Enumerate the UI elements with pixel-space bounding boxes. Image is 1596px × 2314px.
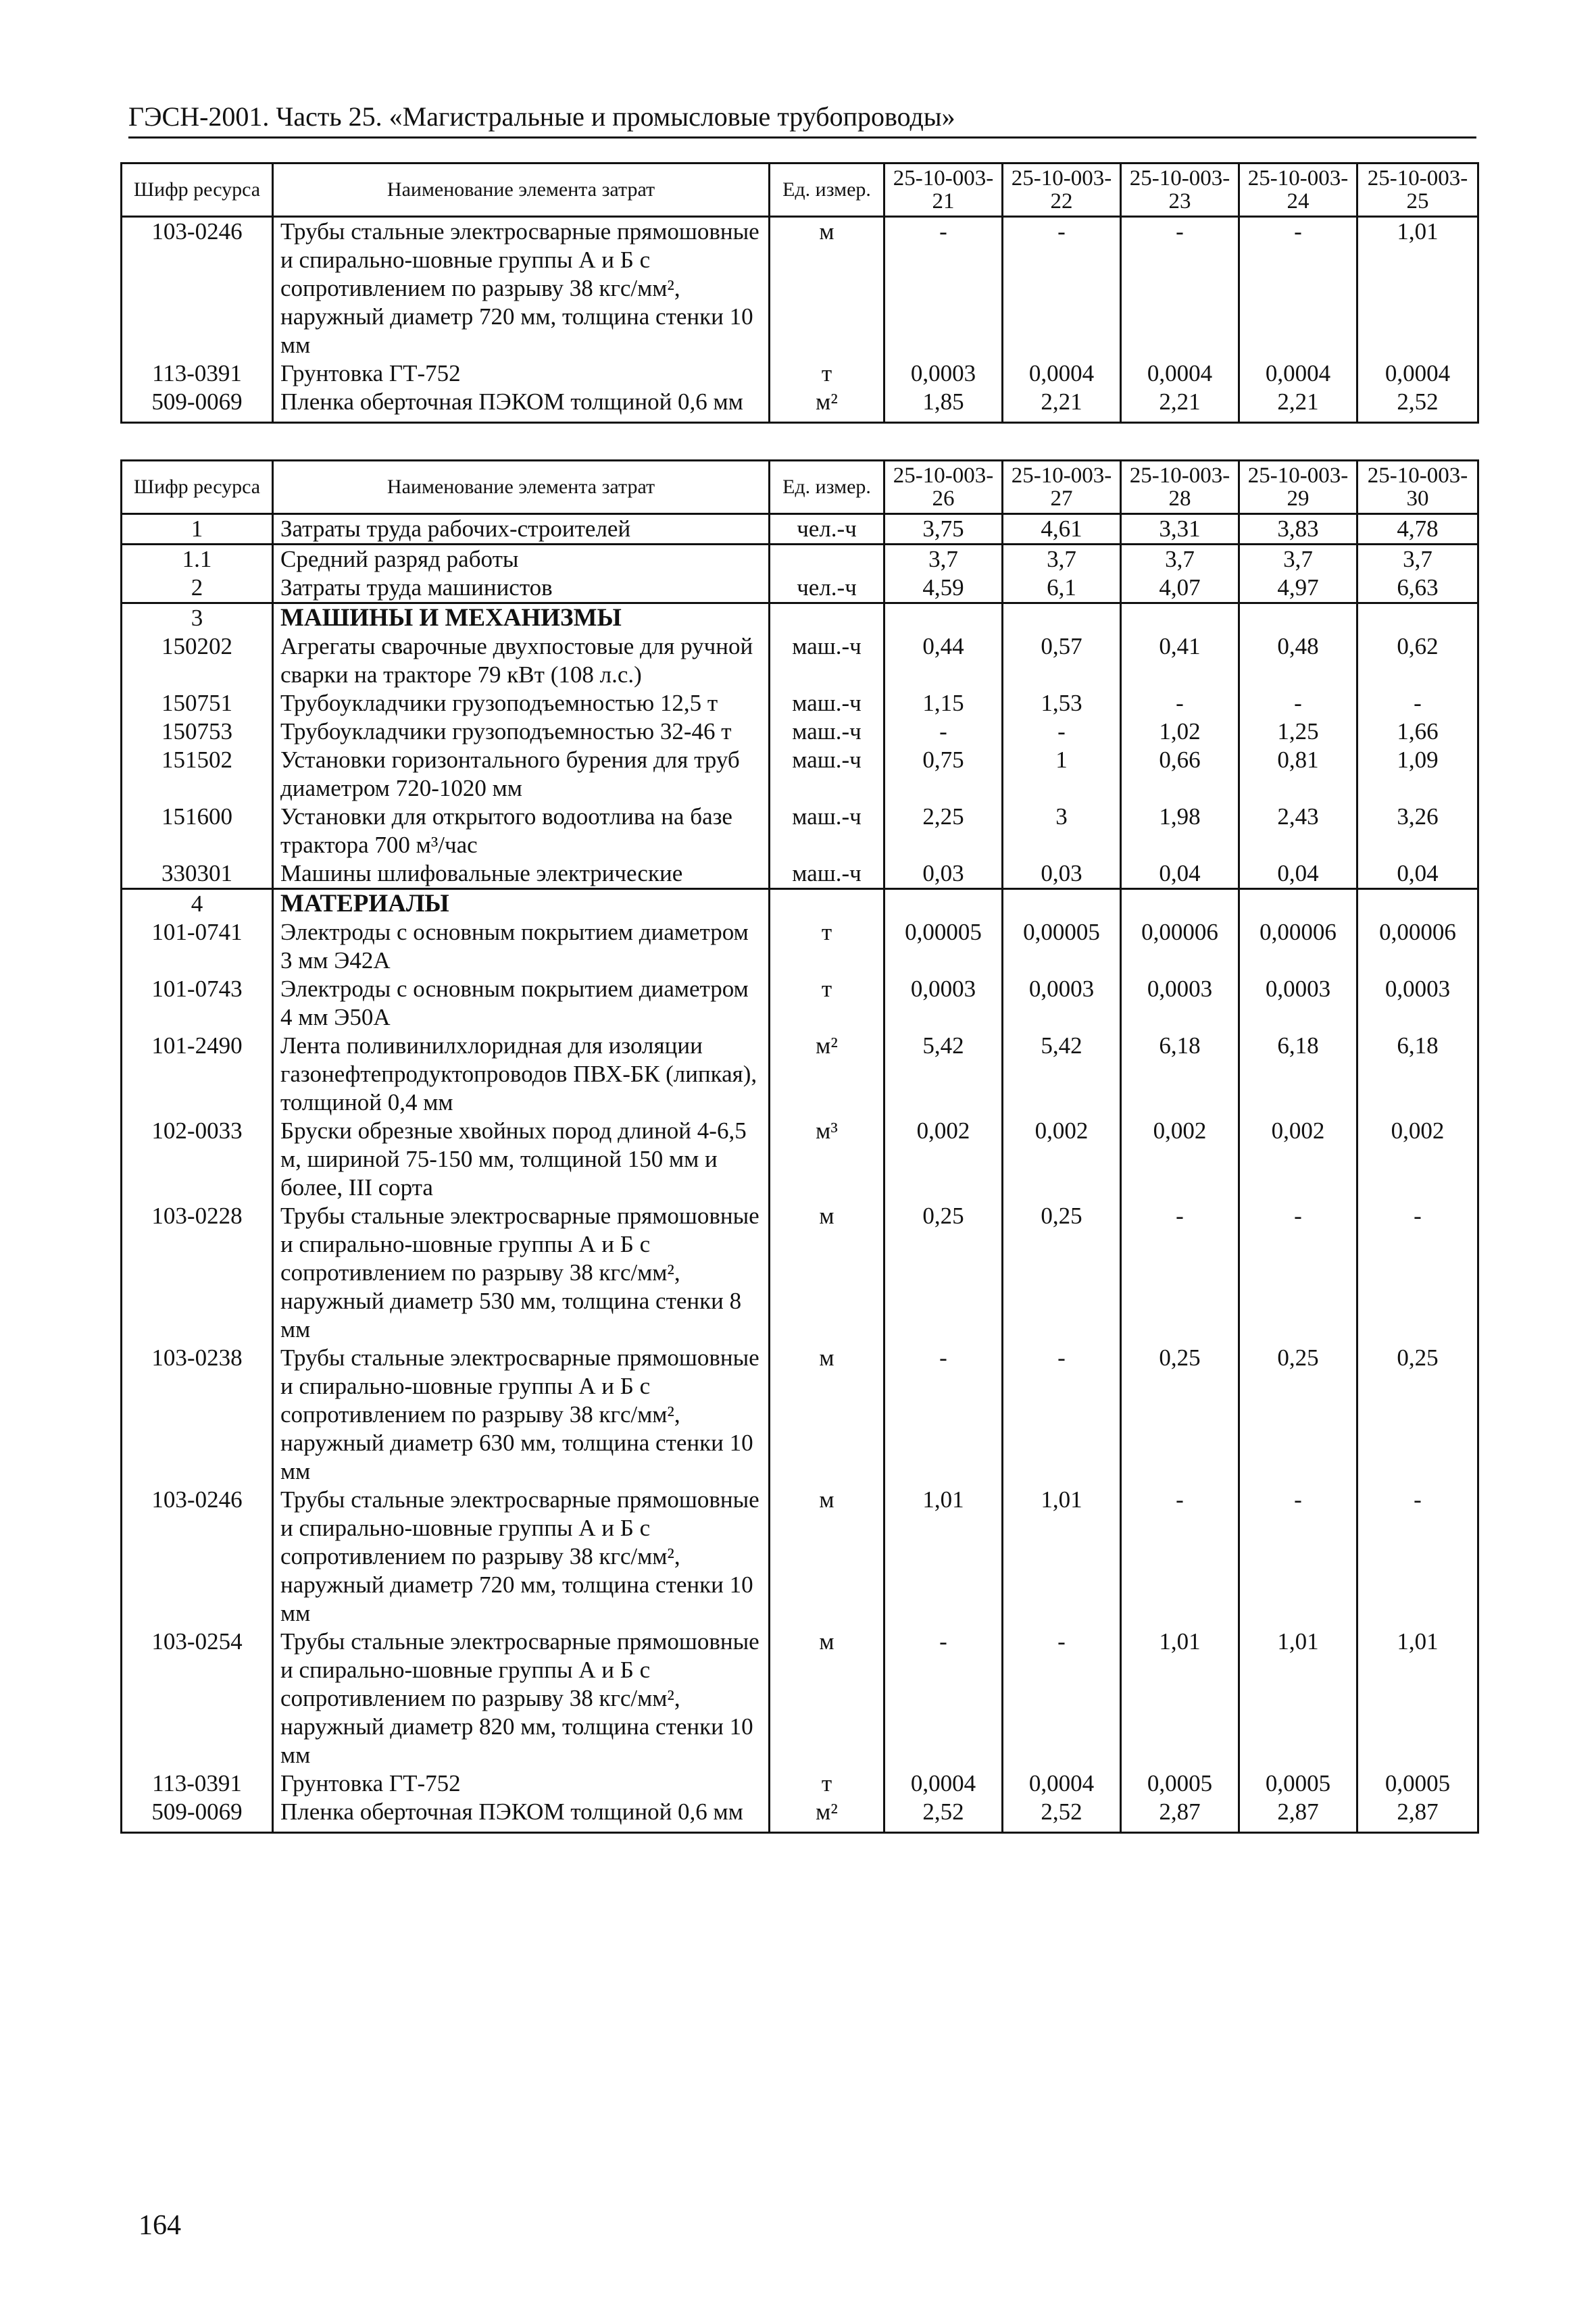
resource-value: - xyxy=(1357,1486,1478,1628)
header-col: 25-10-003-27 xyxy=(1003,461,1121,514)
resource-value: - xyxy=(884,1628,1003,1769)
resource-value: 2,87 xyxy=(1357,1798,1478,1833)
header-col: 25-10-003-26 xyxy=(884,461,1003,514)
resource-code: 103-0228 xyxy=(122,1202,273,1344)
resource-value: 1 xyxy=(1003,746,1121,803)
resource-unit xyxy=(770,889,884,919)
resource-name: Пленка оберточная ПЭКОМ толщиной 0,6 мм xyxy=(273,1798,770,1833)
resource-name: Грунтовка ГТ-752 xyxy=(273,1769,770,1798)
resource-value xyxy=(884,603,1003,633)
resource-value: 3,31 xyxy=(1121,514,1239,545)
resource-value: 3,26 xyxy=(1357,803,1478,859)
resource-value: 3,75 xyxy=(884,514,1003,545)
resource-value: 0,25 xyxy=(1357,1344,1478,1486)
resource-code: 103-0254 xyxy=(122,1628,273,1769)
header-code: Шифр ресурса xyxy=(122,461,273,514)
resource-name: Установки для открытого водоотлива на базе трактора 700 м³/час xyxy=(273,803,770,859)
resource-value: 1,02 xyxy=(1121,718,1239,746)
table-row xyxy=(122,889,1478,919)
resource-value: 0,0004 xyxy=(1003,359,1121,388)
resource-code: 101-0741 xyxy=(122,918,273,975)
resource-value: 0,0005 xyxy=(1239,1769,1357,1798)
resource-value: 0,0004 xyxy=(1239,359,1357,388)
resource-value: 0,44 xyxy=(884,632,1003,689)
resource-value xyxy=(1357,603,1478,633)
resource-name: Электроды с основным покрытием диаметром 3 мм Э42А xyxy=(273,918,770,975)
resource-unit: т xyxy=(770,975,884,1032)
resource-name: Агрегаты сварочные двухпостовые для ручной сварки на тракторе 79 кВт (108 л.с.) xyxy=(273,632,770,689)
resource-unit: м xyxy=(770,217,884,360)
resource-value xyxy=(1239,889,1357,919)
resource-value: 0,0003 xyxy=(884,975,1003,1032)
resource-name: МАШИНЫ И МЕХАНИЗМЫ xyxy=(273,603,770,633)
resource-value: 0,00006 xyxy=(1239,918,1357,975)
resource-value xyxy=(1121,889,1239,919)
table-row xyxy=(122,632,1478,689)
resource-value: 0,002 xyxy=(1121,1117,1239,1202)
resource-name: Трубоукладчики грузоподъемностью 12,5 т xyxy=(273,689,770,718)
resource-value xyxy=(1003,603,1121,633)
resource-value xyxy=(884,889,1003,919)
table-row xyxy=(122,1032,1478,1117)
resource-value: 1,01 xyxy=(1003,1486,1121,1628)
resource-code: 2 xyxy=(122,574,273,603)
resource-value: 2,52 xyxy=(884,1798,1003,1833)
resource-value: 1,98 xyxy=(1121,803,1239,859)
header-col: 25-10-003-23 xyxy=(1121,164,1239,217)
resource-code: 103-0238 xyxy=(122,1344,273,1486)
table-row xyxy=(122,859,1478,889)
resource-code: 101-2490 xyxy=(122,1032,273,1117)
resource-code: 151502 xyxy=(122,746,273,803)
resource-unit: маш.-ч xyxy=(770,718,884,746)
resource-name: МАТЕРИАЛЫ xyxy=(273,889,770,919)
table-row xyxy=(122,217,1478,360)
table-header-row xyxy=(122,461,1478,514)
resource-value: 0,03 xyxy=(1003,859,1121,889)
resource-value: 6,1 xyxy=(1003,574,1121,603)
resource-value: - xyxy=(884,1344,1003,1486)
resource-value: - xyxy=(1003,1344,1121,1486)
resource-value: 2,25 xyxy=(884,803,1003,859)
table-row xyxy=(122,1628,1478,1769)
resource-value: 1,15 xyxy=(884,689,1003,718)
table-row xyxy=(122,514,1478,545)
table-row xyxy=(122,1344,1478,1486)
resource-value: 4,78 xyxy=(1357,514,1478,545)
resource-value: 0,002 xyxy=(884,1117,1003,1202)
resource-value xyxy=(1239,603,1357,633)
resource-value: 0,0003 xyxy=(1121,975,1239,1032)
resource-value: 0,57 xyxy=(1003,632,1121,689)
resource-unit: т xyxy=(770,359,884,388)
table-body xyxy=(122,217,1478,423)
resource-value: - xyxy=(1239,1486,1357,1628)
header-col: 25-10-003-29 xyxy=(1239,461,1357,514)
resource-value: 0,0003 xyxy=(884,359,1003,388)
resource-name: Трубы стальные электросварные прямошовные и спирально-шовные группы А и Б с сопротивлением по разрыву 38 кгс/мм², наружный диаметр 720 мм, толщина стенки 10 мм xyxy=(273,217,770,360)
table-row xyxy=(122,359,1478,388)
resource-value: 2,21 xyxy=(1239,388,1357,423)
header-col: 25-10-003-25 xyxy=(1357,164,1478,217)
resource-code: 102-0033 xyxy=(122,1117,273,1202)
resource-name: Электроды с основным покрытием диаметром 4 мм Э50А xyxy=(273,975,770,1032)
resource-value: 3,7 xyxy=(1239,545,1357,574)
resource-value: 0,75 xyxy=(884,746,1003,803)
resource-unit: м³ xyxy=(770,1117,884,1202)
resource-table-2 xyxy=(120,459,1479,1834)
resource-name: Трубы стальные электросварные прямошовные и спирально-шовные группы А и Б с сопротивлением по разрыву 38 кгс/мм², наружный диаметр 630 мм, толщина стенки 10 мм xyxy=(273,1344,770,1486)
header-col: 25-10-003-24 xyxy=(1239,164,1357,217)
resource-value: 4,59 xyxy=(884,574,1003,603)
resource-name: Бруски обрезные хвойных пород длиной 4-6,5 м, шириной 75-150 мм, толщиной 150 мм и более, III сорта xyxy=(273,1117,770,1202)
resource-code: 103-0246 xyxy=(122,217,273,360)
resource-value: - xyxy=(1121,1486,1239,1628)
resource-unit: м² xyxy=(770,1032,884,1117)
resource-value: 0,62 xyxy=(1357,632,1478,689)
header-col: 25-10-003-30 xyxy=(1357,461,1478,514)
table-row xyxy=(122,918,1478,975)
resource-value: 0,0005 xyxy=(1121,1769,1239,1798)
resource-unit: м xyxy=(770,1344,884,1486)
resource-value: 2,43 xyxy=(1239,803,1357,859)
resource-unit xyxy=(770,603,884,633)
header-col: 25-10-003-28 xyxy=(1121,461,1239,514)
resource-value: 0,81 xyxy=(1239,746,1357,803)
resource-value: 3,7 xyxy=(1003,545,1121,574)
resource-unit: маш.-ч xyxy=(770,803,884,859)
resource-value: 0,04 xyxy=(1357,859,1478,889)
table-row xyxy=(122,1769,1478,1798)
resource-value: - xyxy=(884,217,1003,360)
resource-value: 3,7 xyxy=(1121,545,1239,574)
resource-name: Грунтовка ГТ-752 xyxy=(273,359,770,388)
resource-value: - xyxy=(1121,1202,1239,1344)
resource-value: 0,002 xyxy=(1003,1117,1121,1202)
resource-name: Трубы стальные электросварные прямошовные и спирально-шовные группы А и Б с сопротивлением по разрыву 38 кгс/мм², наружный диаметр 530 мм, толщина стенки 8 мм xyxy=(273,1202,770,1344)
resource-value: 0,0004 xyxy=(1003,1769,1121,1798)
header-name: Наименование элемента затрат xyxy=(273,461,770,514)
resource-value: 0,0004 xyxy=(1121,359,1239,388)
resource-unit: маш.-ч xyxy=(770,632,884,689)
resource-value: 1,01 xyxy=(1121,1628,1239,1769)
resource-value: 0,04 xyxy=(1121,859,1239,889)
resource-value: 1,66 xyxy=(1357,718,1478,746)
table-row xyxy=(122,689,1478,718)
table-row xyxy=(122,545,1478,574)
resource-value: 2,21 xyxy=(1003,388,1121,423)
resource-unit: маш.-ч xyxy=(770,859,884,889)
resource-value: 6,63 xyxy=(1357,574,1478,603)
resource-value: 0,25 xyxy=(1239,1344,1357,1486)
resource-value: 0,0003 xyxy=(1357,975,1478,1032)
table-row xyxy=(122,1798,1478,1833)
resource-value: 2,87 xyxy=(1121,1798,1239,1833)
resource-value: 0,0004 xyxy=(1357,359,1478,388)
resource-unit: маш.-ч xyxy=(770,689,884,718)
resource-unit: м xyxy=(770,1628,884,1769)
resource-name: Средний разряд работы xyxy=(273,545,770,574)
resource-value: 0,25 xyxy=(1003,1202,1121,1344)
resource-code: 330301 xyxy=(122,859,273,889)
resource-value: 4,61 xyxy=(1003,514,1121,545)
table-row xyxy=(122,603,1478,633)
resource-value: 0,04 xyxy=(1239,859,1357,889)
resource-name: Пленка оберточная ПЭКОМ толщиной 0,6 мм xyxy=(273,388,770,423)
resource-code: 103-0246 xyxy=(122,1486,273,1628)
resource-value: - xyxy=(1239,689,1357,718)
resource-value: - xyxy=(1003,1628,1121,1769)
resource-value: 3,83 xyxy=(1239,514,1357,545)
header-col: 25-10-003-22 xyxy=(1003,164,1121,217)
resource-code: 150751 xyxy=(122,689,273,718)
resource-value: - xyxy=(884,718,1003,746)
resource-value: - xyxy=(1121,689,1239,718)
resource-code: 509-0069 xyxy=(122,1798,273,1833)
resource-value: 6,18 xyxy=(1239,1032,1357,1117)
resource-value: 1,01 xyxy=(1239,1628,1357,1769)
resource-value: 4,07 xyxy=(1121,574,1239,603)
resource-value: 6,18 xyxy=(1121,1032,1239,1117)
table-row xyxy=(122,1202,1478,1344)
header-name: Наименование элемента затрат xyxy=(273,164,770,217)
table-row xyxy=(122,803,1478,859)
resource-code: 151600 xyxy=(122,803,273,859)
resource-name: Трубоукладчики грузоподъемностью 32-46 т xyxy=(273,718,770,746)
resource-value: 5,42 xyxy=(1003,1032,1121,1117)
resource-value xyxy=(1003,889,1121,919)
resource-unit: м² xyxy=(770,388,884,423)
resource-value: - xyxy=(1239,1202,1357,1344)
header-code: Шифр ресурса xyxy=(122,164,273,217)
resource-value: 2,52 xyxy=(1357,388,1478,423)
page-number: 164 xyxy=(139,2210,181,2241)
resource-value: - xyxy=(1357,1202,1478,1344)
resource-value: - xyxy=(1121,217,1239,360)
resource-code: 150753 xyxy=(122,718,273,746)
resource-value: 1,09 xyxy=(1357,746,1478,803)
resource-name: Затраты труда рабочих-строителей xyxy=(273,514,770,545)
resource-value: 6,18 xyxy=(1357,1032,1478,1117)
resource-value: 1,01 xyxy=(1357,1628,1478,1769)
table-row xyxy=(122,388,1478,423)
resource-name: Трубы стальные электросварные прямошовные и спирально-шовные группы А и Б с сопротивлением по разрыву 38 кгс/мм², наружный диаметр 720 мм, толщина стенки 10 мм xyxy=(273,1486,770,1628)
table-row xyxy=(122,746,1478,803)
table-row xyxy=(122,1486,1478,1628)
resource-unit: м xyxy=(770,1202,884,1344)
resource-unit: т xyxy=(770,1769,884,1798)
resource-unit: м² xyxy=(770,1798,884,1833)
resource-code: 1.1 xyxy=(122,545,273,574)
resource-value xyxy=(1121,603,1239,633)
resource-value: 3 xyxy=(1003,803,1121,859)
resource-value: 0,002 xyxy=(1357,1117,1478,1202)
resource-value: 4,97 xyxy=(1239,574,1357,603)
resource-name: Установки горизонтального бурения для труб диаметром 720-1020 мм xyxy=(273,746,770,803)
resource-value: - xyxy=(1003,217,1121,360)
resource-code: 113-0391 xyxy=(122,359,273,388)
resource-code: 113-0391 xyxy=(122,1769,273,1798)
resource-name: Лента поливинилхлоридная для изоляции газонефтепродуктопроводов ПВХ-БК (липкая), толщиной 0,4 мм xyxy=(273,1032,770,1117)
table-row xyxy=(122,975,1478,1032)
resource-value: 0,41 xyxy=(1121,632,1239,689)
resource-value: 0,25 xyxy=(1121,1344,1239,1486)
resource-value: 0,002 xyxy=(1239,1117,1357,1202)
resource-value: 0,00005 xyxy=(1003,918,1121,975)
resource-value: 0,0005 xyxy=(1357,1769,1478,1798)
resource-value: 1,85 xyxy=(884,388,1003,423)
resource-code: 509-0069 xyxy=(122,388,273,423)
resource-value: 2,87 xyxy=(1239,1798,1357,1833)
resource-code: 4 xyxy=(122,889,273,919)
resource-value: 1,53 xyxy=(1003,689,1121,718)
resource-code: 3 xyxy=(122,603,273,633)
resource-value: - xyxy=(1357,689,1478,718)
resource-unit: т xyxy=(770,918,884,975)
resource-value: 5,42 xyxy=(884,1032,1003,1117)
resource-value: 1,01 xyxy=(884,1486,1003,1628)
table-row xyxy=(122,718,1478,746)
resource-name: Машины шлифовальные электрические xyxy=(273,859,770,889)
resource-value: 0,66 xyxy=(1121,746,1239,803)
resource-value: 2,52 xyxy=(1003,1798,1121,1833)
resource-value: 0,25 xyxy=(884,1202,1003,1344)
resource-unit: чел.-ч xyxy=(770,574,884,603)
resource-value: 0,0004 xyxy=(884,1769,1003,1798)
header-unit: Ед. измер. xyxy=(770,461,884,514)
resource-value: 3,7 xyxy=(1357,545,1478,574)
table-body xyxy=(122,514,1478,1833)
resource-value: 0,03 xyxy=(884,859,1003,889)
resource-unit: маш.-ч xyxy=(770,746,884,803)
resource-value: 3,7 xyxy=(884,545,1003,574)
page-header: ГЭСН-2001. Часть 25. «Магистральные и промысловые трубопроводы» xyxy=(128,100,1476,139)
resource-value: 0,00006 xyxy=(1121,918,1239,975)
resource-value: 2,21 xyxy=(1121,388,1239,423)
resource-unit: м xyxy=(770,1486,884,1628)
resource-value: 0,00006 xyxy=(1357,918,1478,975)
resource-value: 0,0003 xyxy=(1239,975,1357,1032)
resource-value: - xyxy=(1239,217,1357,360)
resource-unit: чел.-ч xyxy=(770,514,884,545)
resource-code: 101-0743 xyxy=(122,975,273,1032)
resource-value: 0,00005 xyxy=(884,918,1003,975)
resource-unit xyxy=(770,545,884,574)
resource-value: 1,01 xyxy=(1357,217,1478,360)
resource-name: Трубы стальные электросварные прямошовные и спирально-шовные группы А и Б с сопротивлением по разрыву 38 кгс/мм², наружный диаметр 820 мм, толщина стенки 10 мм xyxy=(273,1628,770,1769)
resource-value: 0,0003 xyxy=(1003,975,1121,1032)
resource-name: Затраты труда машинистов xyxy=(273,574,770,603)
table-header-row xyxy=(122,164,1478,217)
resource-value: 1,25 xyxy=(1239,718,1357,746)
resource-code: 150202 xyxy=(122,632,273,689)
header-unit: Ед. измер. xyxy=(770,164,884,217)
resource-value: 0,48 xyxy=(1239,632,1357,689)
table-row xyxy=(122,1117,1478,1202)
resource-code: 1 xyxy=(122,514,273,545)
resource-table-1 xyxy=(120,162,1479,424)
resource-value: - xyxy=(1003,718,1121,746)
table-row xyxy=(122,574,1478,603)
resource-value xyxy=(1357,889,1478,919)
header-col: 25-10-003-21 xyxy=(884,164,1003,217)
